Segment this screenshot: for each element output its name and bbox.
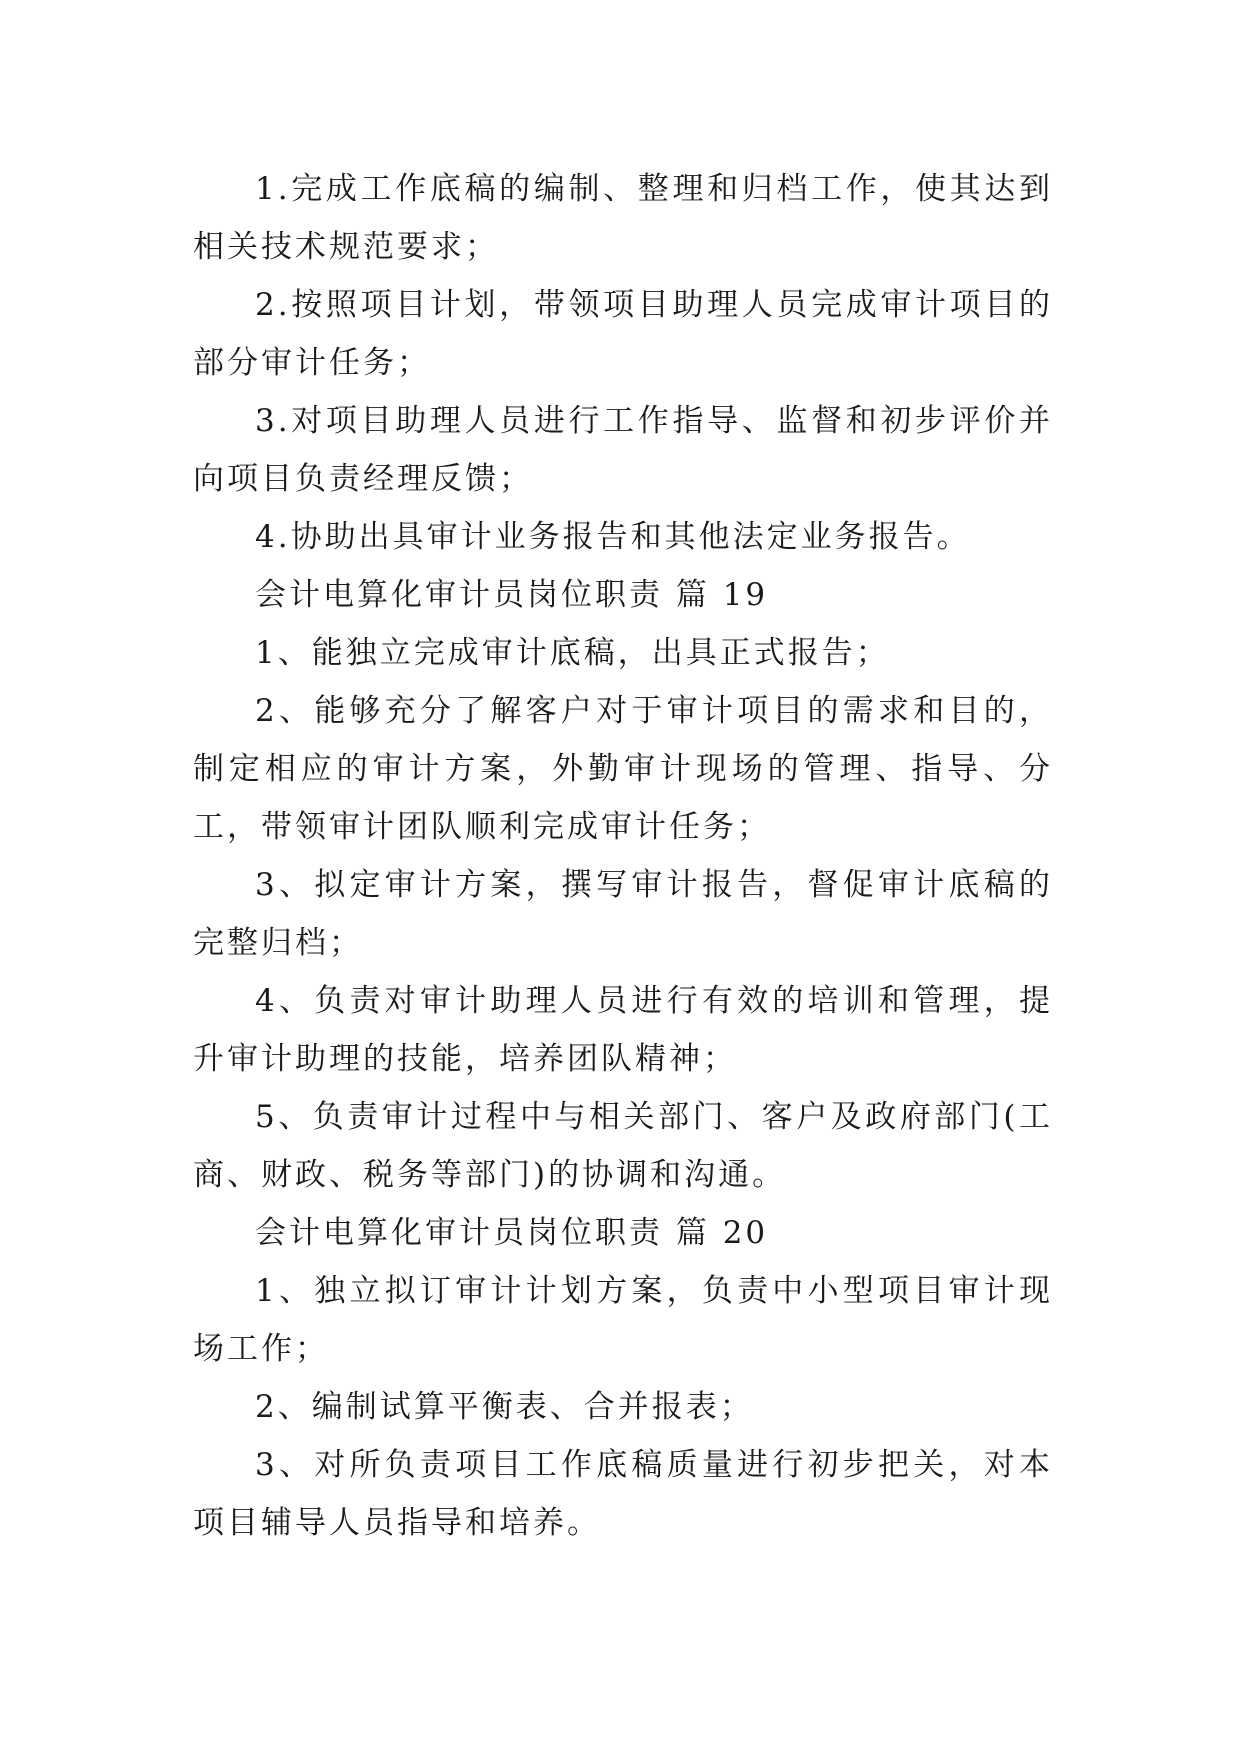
section-heading-19: 会计电算化审计员岗位职责 篇 19: [255, 577, 769, 613]
duty-item-2: 2.按照项目计划，带领项目助理人员完成审计项目的部分审计任务；: [193, 287, 1053, 381]
duty-item-20-1: 1、独立拟订审计计划方案，负责中小型项目审计现场工作；: [193, 1273, 1053, 1367]
duty-item-3: 3.对项目助理人员进行工作指导、监督和初步评价并向项目负责经理反馈；: [193, 403, 1053, 497]
section-heading-20: 会计电算化审计员岗位职责 篇 20: [255, 1215, 769, 1251]
duty-item-1: 1.完成工作底稿的编制、整理和归档工作，使其达到相关技术规范要求；: [193, 171, 1053, 265]
duty-item-19-2: 2、能够充分了解客户对于审计项目的需求和目的，制定相应的审计方案，外勤审计现场的管理、指导、分工，带领审计团队顺利完成审计任务；: [193, 693, 1053, 845]
duty-item-20-2: 2、编制试算平衡表、合并报表；: [255, 1389, 754, 1425]
duty-item-19-4: 4、负责对审计助理人员进行有效的培训和管理，提升审计助理的技能，培养团队精神；: [193, 983, 1053, 1077]
duty-item-20-3: 3、对所负责项目工作底稿质量进行初步把关，对本项目辅导人员指导和培养。: [193, 1447, 1053, 1541]
duty-item-19-5: 5、负责审计过程中与相关部门、客户及政府部门(工商、财政、税务等部门)的协调和沟通。: [193, 1099, 1053, 1193]
document-body: [193, 160, 1053, 1552]
duty-item-4: 4.协助出具审计业务报告和其他法定业务报告。: [255, 519, 971, 555]
duty-item-19-3: 3、拟定审计方案，撰写审计报告，督促审计底稿的完整归档；: [193, 867, 1053, 961]
duty-item-19-1: 1、能独立完成审计底稿，出具正式报告；: [255, 635, 890, 671]
